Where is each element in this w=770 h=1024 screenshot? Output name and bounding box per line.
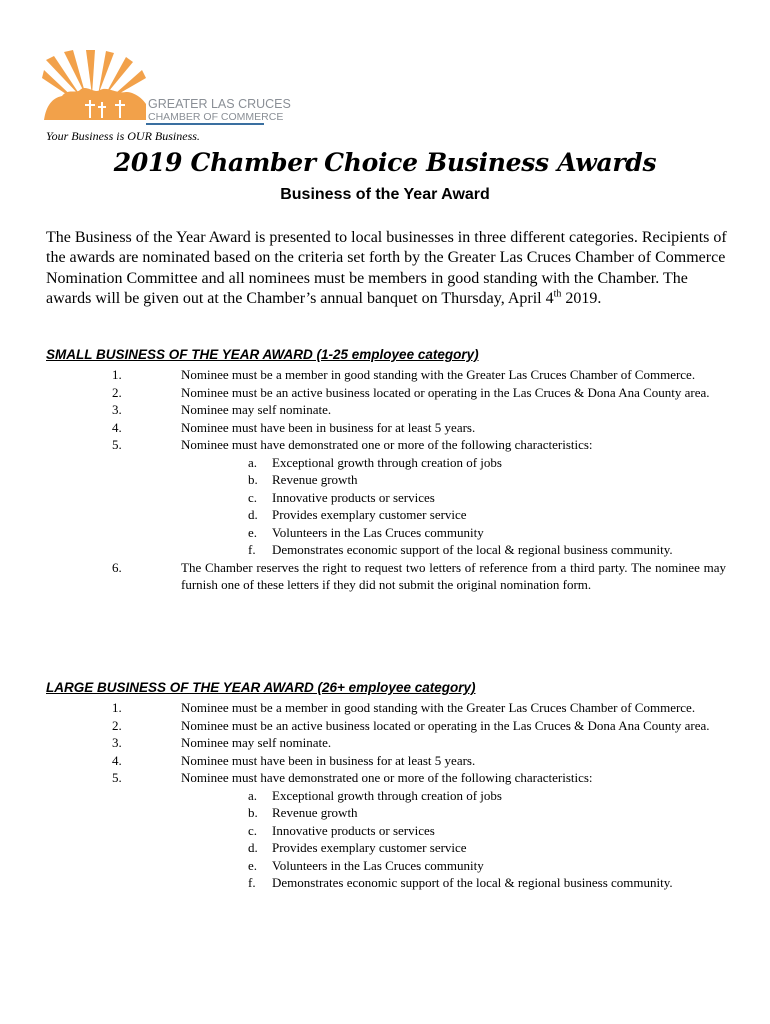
sub-list-item — [0, 489, 770, 507]
sub-item-text: Demonstrates economic support of the local & regional business community. — [272, 875, 673, 890]
item-number: 5. — [112, 437, 122, 452]
sub-item-letter: d. — [248, 840, 258, 855]
list-item — [0, 436, 770, 454]
intro-paragraph — [46, 228, 736, 310]
sub-item-text: Provides exemplary customer service — [272, 507, 467, 522]
item-text: Nominee must have been in business for at least 5 years. — [181, 752, 476, 768]
intro-text-end: 2019. — [561, 290, 602, 308]
list-item — [0, 401, 770, 419]
item-text: The Chamber reserves the right to request two letters of reference from a third party. The nominee may furnish one of these letters if they did not submit the original nomination form. — [181, 559, 726, 592]
sub-item-letter: b. — [248, 472, 258, 487]
list-item — [0, 699, 770, 717]
item-number: 1. — [112, 367, 122, 382]
page-subtitle: Business of the Year Award — [280, 186, 490, 203]
sub-list-item — [0, 541, 770, 559]
sub-list-item — [0, 822, 770, 840]
small-business-heading: SMALL BUSINESS OF THE YEAR AWARD (1-25 employee category) — [46, 347, 479, 362]
sub-item-text: Innovative products or services — [272, 822, 435, 838]
item-text: Nominee must have demonstrated one or more of the following characteristics: — [181, 770, 593, 785]
list-item — [0, 559, 770, 594]
sub-item-text: Innovative products or services — [272, 489, 435, 505]
sub-list-item — [0, 874, 770, 892]
logo-line2: CHAMBER OF COMMERCE — [148, 111, 284, 123]
sub-list-item — [0, 506, 770, 524]
sub-list-item — [0, 471, 770, 489]
sub-item-text: Demonstrates economic support of the local & regional business community. — [272, 542, 673, 557]
item-text: Nominee must be a member in good standing with the Greater Las Cruces Chamber of Commerce. — [181, 700, 696, 715]
item-text: Nominee may self nominate. — [181, 402, 332, 417]
large-business-criteria-list — [0, 699, 770, 892]
item-number: 1. — [112, 700, 122, 715]
sub-item-text: Revenue growth — [272, 805, 358, 820]
item-text: Nominee must be a member in good standing with the Greater Las Cruces Chamber of Commerce. — [181, 367, 696, 382]
small-business-criteria-list — [0, 366, 770, 594]
sub-item-letter: c. — [248, 822, 258, 838]
sub-item-text: Provides exemplary customer service — [272, 840, 467, 855]
sub-item-letter: f. — [248, 542, 256, 557]
sub-item-letter: a. — [248, 454, 258, 470]
item-number: 5. — [112, 770, 122, 785]
item-text: Nominee must have demonstrated one or more of the following characteristics: — [181, 437, 593, 452]
item-text: Nominee must have been in business for at least 5 years. — [181, 419, 476, 435]
sub-list-item — [0, 839, 770, 857]
logo-line1: GREATER LAS CRUCES — [148, 97, 291, 111]
sub-item-letter: d. — [248, 507, 258, 522]
sub-item-text: Exceptional growth through creation of jobs — [272, 787, 502, 803]
list-item — [0, 769, 770, 787]
item-number: 2. — [112, 384, 122, 400]
sub-item-text: Volunteers in the Las Cruces community — [272, 857, 484, 873]
item-number: 3. — [112, 402, 122, 417]
list-item — [0, 419, 770, 437]
intro-text: The Business of the Year Award is presented to local businesses in three different categories. Recipients of the awards are nominated based on the criteria set forth by the Greater Las Cruces Chamber of Commerce Nomination Committee and all nominees must be members in good standing with the Chamber. The awards will be given out at the Chamber’s annual banquet on Thursday, April 4 — [46, 229, 727, 308]
sub-item-letter: b. — [248, 805, 258, 820]
sub-list-item — [0, 524, 770, 542]
sub-item-text: Volunteers in the Las Cruces community — [272, 524, 484, 540]
list-item — [0, 752, 770, 770]
sub-list-item — [0, 787, 770, 805]
chamber-logo — [42, 50, 291, 130]
sub-item-text: Revenue growth — [272, 472, 358, 487]
item-number: 2. — [112, 717, 122, 733]
item-number: 4. — [112, 752, 122, 768]
large-business-heading: LARGE BUSINESS OF THE YEAR AWARD (26+ employee category) — [46, 680, 476, 695]
item-number: 4. — [112, 419, 122, 435]
list-item — [0, 384, 770, 402]
sub-item-letter: a. — [248, 787, 258, 803]
list-item — [0, 717, 770, 735]
item-number: 3. — [112, 735, 122, 750]
sub-item-letter: e. — [248, 524, 258, 540]
sub-list-item — [0, 454, 770, 472]
sub-item-letter: c. — [248, 489, 258, 505]
sun-mission-logo-icon — [42, 50, 291, 130]
intro-superscript: th — [553, 288, 562, 300]
item-text: Nominee must be an active business located or operating in the Las Cruces & Dona Ana County area. — [181, 717, 710, 733]
sub-list-item — [0, 857, 770, 875]
page-title: 2019 Chamber Choice Business Awards — [113, 148, 657, 177]
sub-item-letter: f. — [248, 875, 256, 890]
item-text: Nominee must be an active business located or operating in the Las Cruces & Dona Ana County area. — [181, 384, 710, 400]
item-text: Nominee may self nominate. — [181, 735, 332, 750]
sub-list-item — [0, 804, 770, 822]
sub-item-text: Exceptional growth through creation of jobs — [272, 454, 502, 470]
list-item — [0, 734, 770, 752]
item-number: 6. — [112, 559, 122, 575]
tagline: Your Business is OUR Business. — [46, 129, 200, 143]
sub-item-letter: e. — [248, 857, 258, 873]
list-item — [0, 366, 770, 384]
